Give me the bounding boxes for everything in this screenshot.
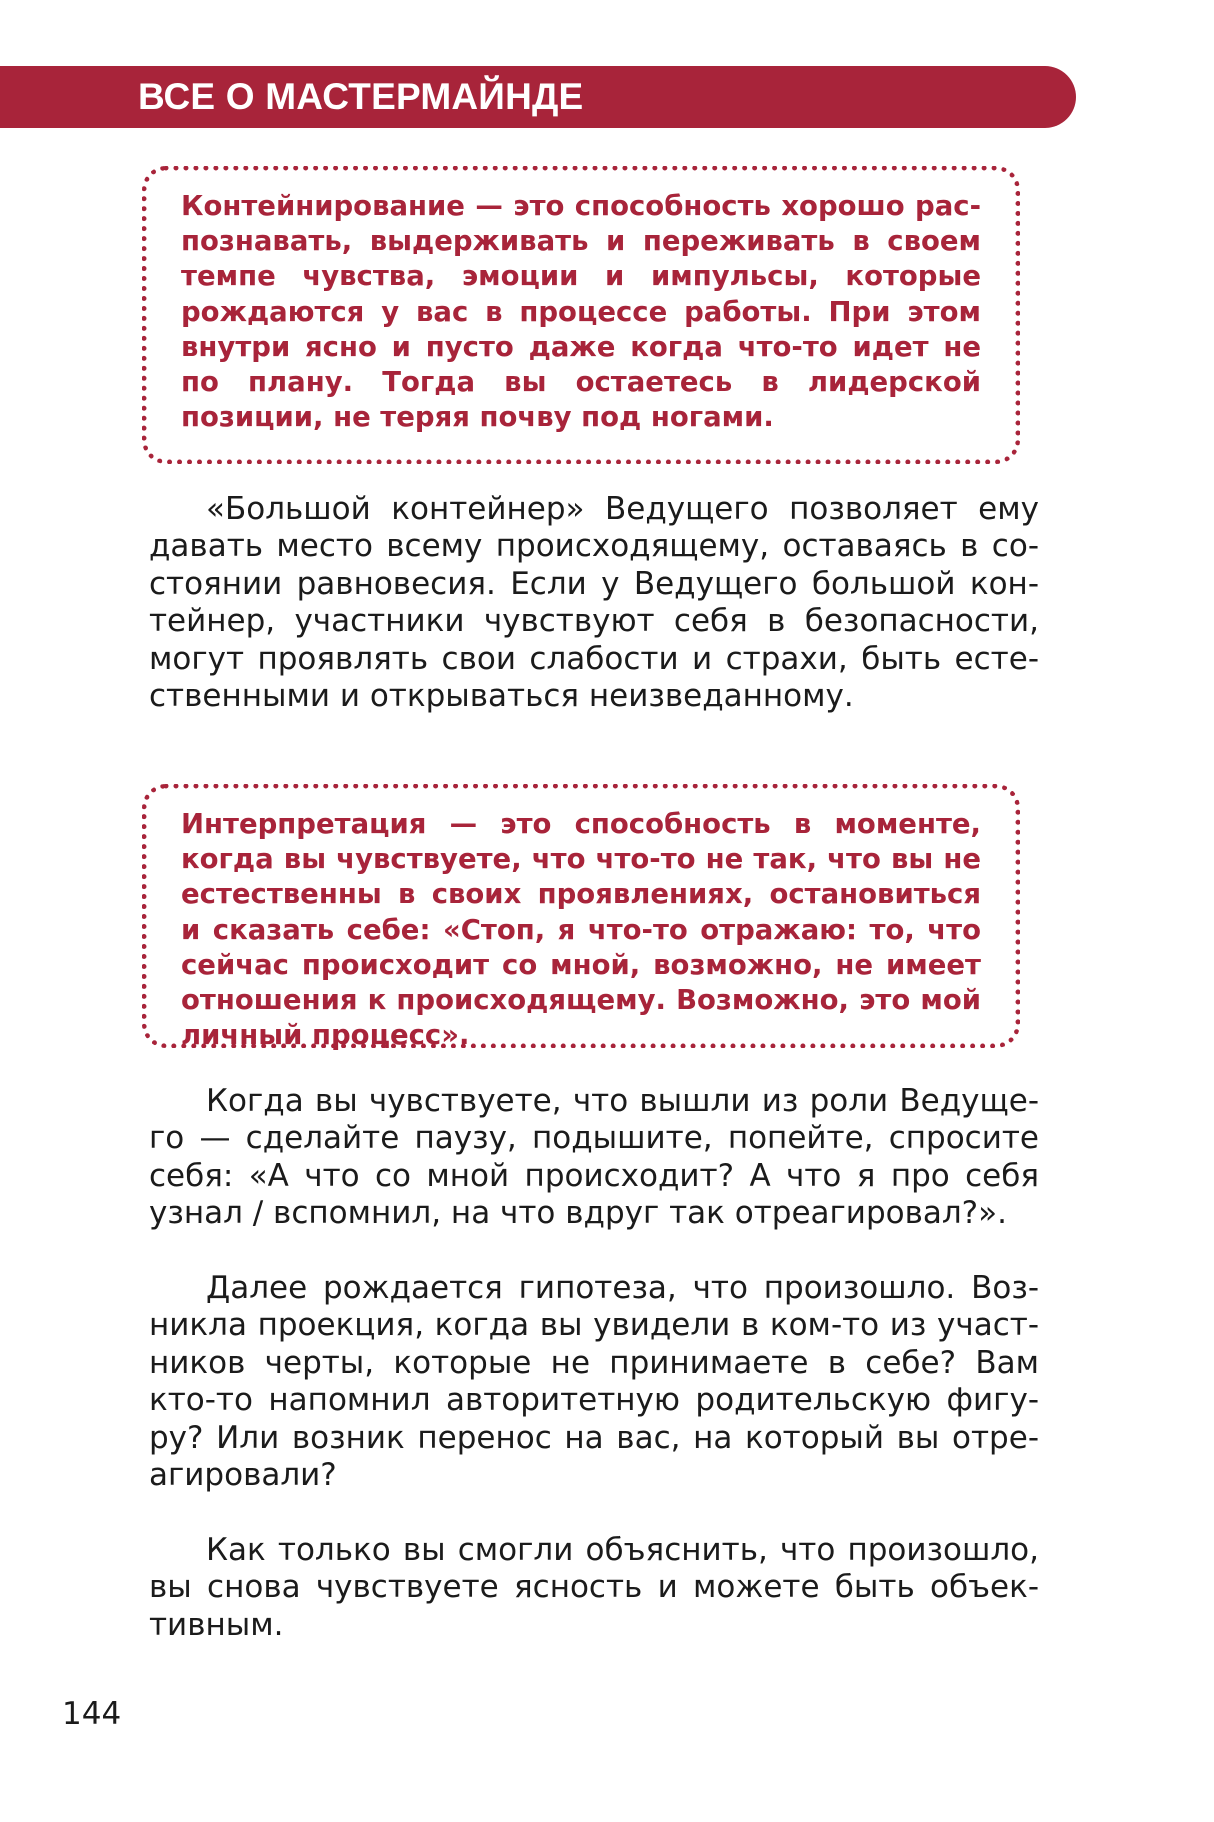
definition-callout-interpretation: Интерпретация — это способность в моменте, когда вы чувствуете, что что-то не так, что вы не естественны в своих проявлениях, остановиться и сказать себе: «Стоп, я что-то отражаю: то, что сейчас происходит со мной, возможно, не имеет отношения к происходящему. Возможно, это мой личный процесс». <box>142 784 1020 1048</box>
section-header-band <box>0 66 1076 128</box>
body-paragraph-big-container: «Большой контейнер» Ведущего позволяет ему давать место всему происходящему, оставаясь в состоянии равновесия. Если у Ведущего большой контейнер, участники чувствуют себя в безопасности, могут проявлять свои слабости и страхи, быть естественными и открываться неизведанному. <box>149 491 1039 715</box>
body-paragraph-hypothesis: Далее рождается гипотеза, что произошло. Возникла проекция, когда вы увидели в ком-то из участников черты, которые не принимаете в себе? Вам кто-то напомнил авторитетную родительскую фигуру? Или возник перенос на вас, на который вы отреагировали? <box>149 1270 1039 1494</box>
section-title: ВСЕ О МАСТЕРМАЙНДЕ <box>138 76 584 117</box>
body-paragraph-pause: Когда вы чувствуете, что вышли из роли Ведущего — сделайте паузу, подышите, попейте, спросите себя: «А что со мной происходит? А что я про себя узнал / вспомнил, на что вдруг так отреагировал?». <box>149 1083 1039 1232</box>
page-number: 144 <box>62 1696 122 1732</box>
definition-callout-containment: Контейнирование — это способность хорошо распознавать, выдерживать и переживать в своем темпе чувства, эмоции и импульсы, которые рождаются у вас в процессе работы. При этом внутри ясно и пусто даже когда что-то идет не по плану. Тогда вы остаетесь в лидерской позиции, не теряя почву под ногами. <box>142 166 1020 464</box>
body-paragraph-clarity: Как только вы смогли объяснить, что произошло, вы снова чувствуете ясность и можете быть объективным. <box>149 1532 1039 1643</box>
